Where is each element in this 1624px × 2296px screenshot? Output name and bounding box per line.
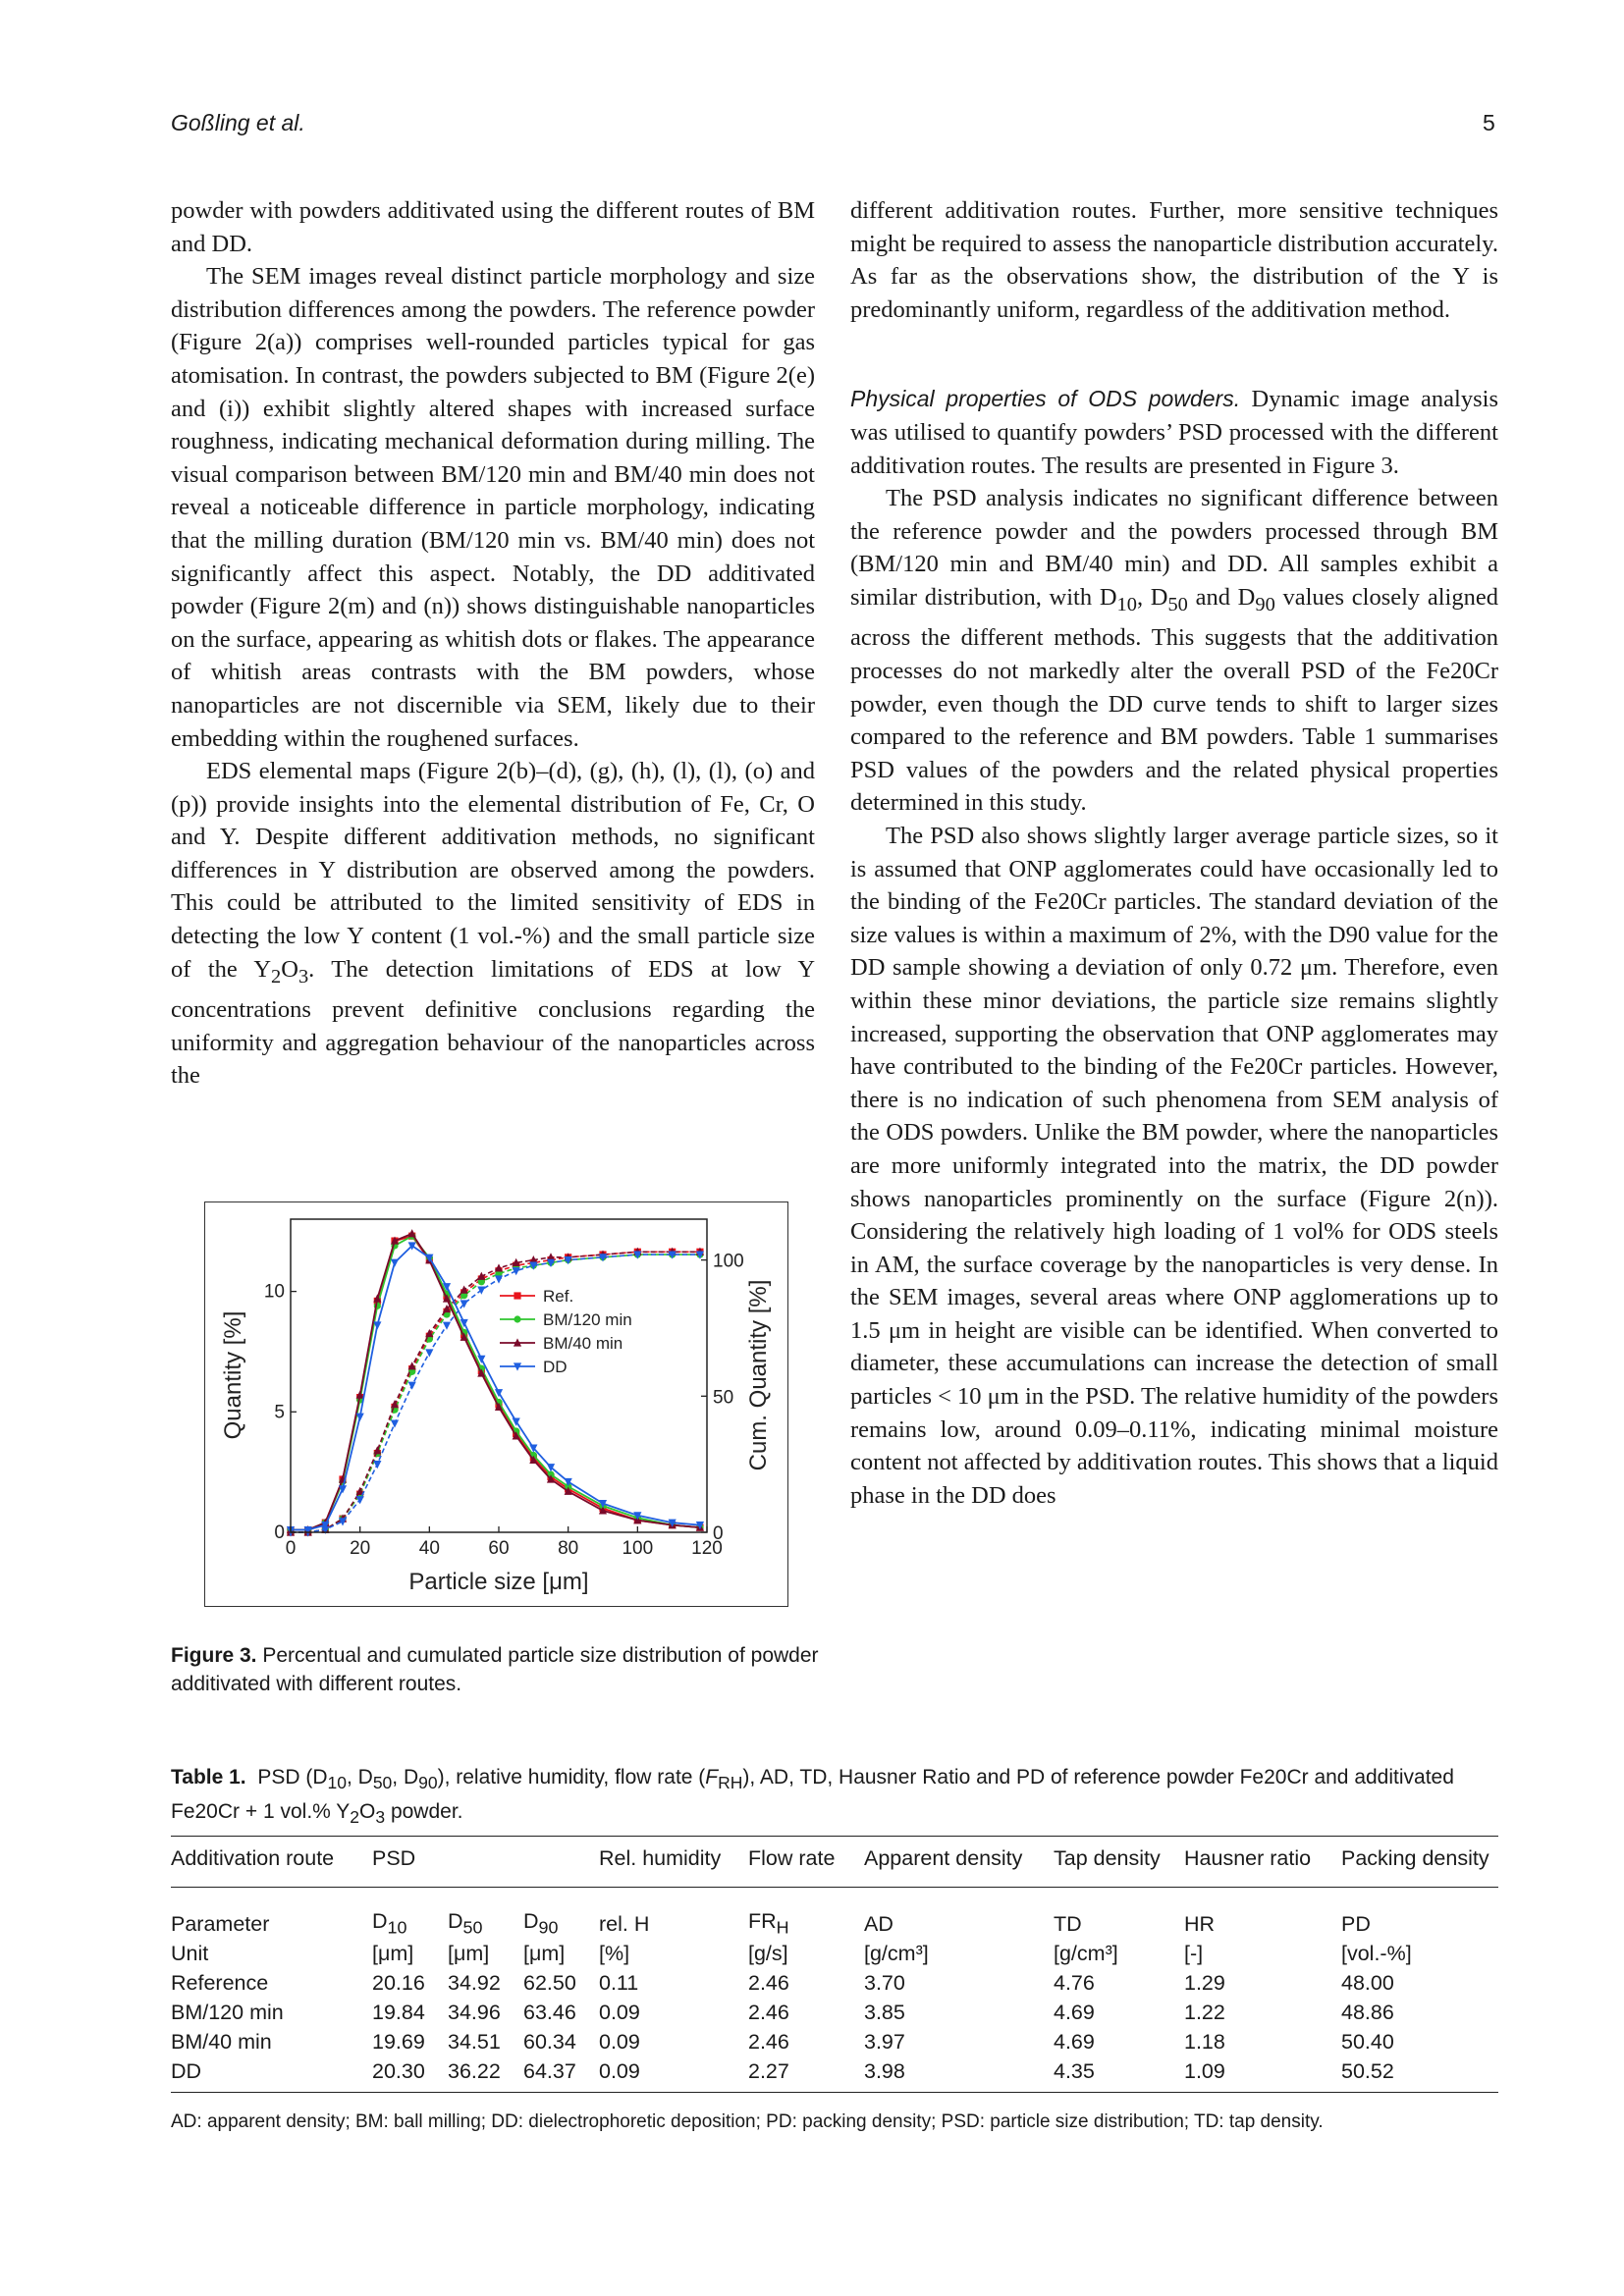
page-number: 5 (1483, 110, 1495, 135)
cumulative-data-point (391, 1419, 399, 1427)
cumulative-series-line (291, 1255, 700, 1532)
legend-marker (514, 1315, 520, 1322)
table-label: Table 1. (171, 1766, 246, 1789)
quantity-series-line (291, 1234, 700, 1530)
x-tick-label: 0 (285, 1538, 297, 1559)
x-tick-label: 100 (622, 1538, 654, 1559)
running-header-authors: Goßling et al. (171, 110, 305, 135)
run-in-heading: Physical properties of ODS powders. (850, 386, 1241, 412)
quantity-series-line (291, 1236, 700, 1529)
x-tick-label: 40 (418, 1538, 440, 1559)
table-row: Reference 20.16 34.92 62.50 0.11 2.46 3.70 4.76 1.29 48.00 (171, 1970, 1394, 1995)
legend-label: BM/40 min (543, 1334, 623, 1353)
y2-tick-label: 100 (713, 1251, 744, 1272)
table-row: Parameter $D_{10}$ $D_{50}$ $D_{90}$ rel. H $FR_H$ AD TD HR PD (171, 1909, 1371, 1938)
legend-label: BM/120 min (543, 1310, 632, 1329)
cumulative-data-point (425, 1349, 433, 1357)
x-tick-label: 120 (691, 1538, 723, 1559)
paragraph: Physical properties of ODS powders. Dynamic image analysis was utilised to quantify powders’ PSD processed with the different additivation routes. The results are presented in Figure 3. (850, 386, 1498, 479)
paragraph: The PSD analysis indicates no significant difference between the reference powder and the powders processed through BM (BM/120 min and BM/40 min) and DD. All samples exhibit a similar distribution, with $D_{10}$, $D_{50}$ and $D_{90}$ values closely aligned across the different methods. This suggests that the additivation processes do not markedly alter the overall PSD of the Fe20Cr powder, even though the DD curve tends to shift to larger sizes compared to the reference and BM powders. Table 1 summarises PSD values of the powders and the related physical properties determined in this study. (850, 485, 1498, 817)
legend-label: Ref. (543, 1287, 574, 1306)
figure-3-chart (204, 1201, 788, 1607)
table-header: Packing density (1341, 1846, 1489, 1870)
paragraph: The PSD also shows slightly larger average particle sizes, so it is assumed that ONP agglomerates could have occasionally led to the binding of the Fe20Cr particles. The standard deviation of the size values is within a maximum of 2%, with the D90 value for the DD sample showing a deviation of only 0.72 μm. Therefore, even within these minor deviations, the particle size remains slightly increased, supporting the observation that ONP agglomerates may have contributed to the binding of the Fe20Cr particles. However, there is no indication of such phenomena from SEM analysis of the ODS powders. Unlike the BM powder, where the nanoparticles are more uniformly integrated into the matrix, the DD powder shows nanoparticles prominently on the surface (Figure 2(n)). Considering the relatively high loading of 1 vol% for ODS steels in AM, the surface coverage by the nanoparticles is very dense. In the SEM images, several areas where ONP agglomerations up to 1.5 μm in height are visible can be identified. When converted to diameter, these accumulations can increase the detection of small particles < 10 μm in the PSD. The relative humidity of the powders remains low, around 0.09–0.11%, indicating minimal moisture content not affected by additivation routes. This shows that a liquid phase in the DD does (850, 822, 1498, 1509)
table-header-row (171, 1837, 1498, 1888)
table-header: Additivation route (171, 1846, 335, 1870)
x-tick-label: 20 (350, 1538, 371, 1559)
quantity-data-point (391, 1259, 399, 1267)
y2-tick-label: 50 (713, 1387, 734, 1409)
legend-marker (514, 1292, 520, 1299)
cumulative-series-line (291, 1252, 700, 1532)
table-header: Apparent density (864, 1846, 1023, 1870)
cumulative-data-point (443, 1322, 451, 1330)
paragraph: EDS elemental maps (Figure 2(b)–(d), (g), (h), (l), (l), (o) and (p)) provide insights into the elemental distribution of Fe, Cr, O and Y. Despite different additivation methods, no significant differences in Y distribution are observed among the powders. This could be attributed to the limited sensitivity of EDS in detecting the low Y content (1 vol.-%) and the small particle size of the $Y_2O_3$. The detection limitations of EDS at low Y concentrations prevent definitive conclusions regarding the uniformity and aggregation behaviour of the nanoparticles across the (171, 758, 816, 1090)
y-axis-label: Quantity [%] (220, 1310, 246, 1440)
table-header: Hausner ratio (1184, 1846, 1312, 1870)
figure-caption: Figure 3. Percentual and cumulated particle size distribution of powder additivated with different routes. (171, 1644, 819, 1695)
cumulative-series-line (291, 1252, 700, 1532)
paragraph: powder with powders additivated using the different routes of BM and DD. (171, 197, 815, 257)
table-row: DD 20.30 36.22 64.37 0.09 2.27 3.98 4.35 1.09 50.52 (171, 2058, 1394, 2083)
y-tick-label: 0 (274, 1522, 285, 1543)
table-caption: Table 1. PSD ($D_{10}$, $D_{50}$, $D_{90}$), relative humidity, flow rate $(F_{RH})$, AD, TD, Hausner Ratio and PD of reference powder Fe20Cr and additivated Fe20Cr + 1 vol.% $Y_2O_3$ powder. (171, 1766, 1454, 1828)
cumulative-data-point (356, 1496, 364, 1504)
table-header: PSD (372, 1846, 416, 1870)
x-axis-label: Particle size [μm] (408, 1569, 589, 1595)
figure-label: Figure 3. (171, 1644, 257, 1667)
y2-tick-label: 0 (713, 1523, 724, 1544)
quantity-series-line (291, 1246, 700, 1530)
y-tick-label: 10 (263, 1281, 285, 1303)
cumulative-series-line (291, 1255, 700, 1532)
x-tick-label: 80 (558, 1538, 579, 1559)
table-header: Rel. humidity (599, 1846, 722, 1870)
y2-axis-label: Cum. Quantity [%] (745, 1279, 772, 1471)
table-row: BM/120 min 19.84 34.96 63.46 0.09 2.46 3.85 4.69 1.22 48.86 (171, 2000, 1394, 2024)
table-header: Tap density (1054, 1846, 1161, 1870)
paragraph: The SEM images reveal distinct particle morphology and size distribution differences among the powders. The reference powder (Figure 2(a)) comprises well-rounded particles typical for gas atomisation. In contrast, the powders subjected to BM (Figure 2(e) and (i)) exhibit slightly altered shapes with increased surface roughness, indicating mechanical deformation during milling. The visual comparison between BM/120 min and BM/40 min does not reveal a noticeable difference in particle morphology, indicating that the milling duration (BM/120 min vs. BM/40 min) does not significantly affect this aspect. Notably, the DD additivated powder (Figure 2(m) and (n)) shows distinguishable nanoparticles on the surface, appearing as whitish dots or flakes. The appearance of whitish areas contrasts with the BM powders, whose nanoparticles are not discernible via SEM, likely due to their embedding within the roughened surfaces. (171, 263, 815, 752)
x-tick-label: 60 (488, 1538, 510, 1559)
right-column (850, 194, 1498, 1512)
table-footnote: AD: apparent density; BM: ball milling; DD: dielectrophoretic deposition; PD: packing density; PSD: particle size distribution; TD: tap density. (171, 2111, 1324, 2132)
quantity-series-line (291, 1236, 700, 1529)
left-column (171, 194, 815, 1093)
cumulative-data-point (373, 1461, 381, 1468)
table-row: Unit [μm] [μm] [μm] [%] [g/s] [g/cm³] [g/cm³] [-] [vol.-%] (171, 1941, 1412, 1965)
psd-chart (205, 1202, 787, 1606)
cumulative-data-point (408, 1382, 416, 1390)
cumulative-data-point (477, 1287, 485, 1295)
table-row: BM/40 min 19.69 34.51 60.34 0.09 2.46 3.97 4.69 1.18 50.40 (171, 2029, 1394, 2054)
cumulative-data-point (495, 1275, 503, 1283)
table-1 (171, 1836, 1498, 2093)
table-header: Flow rate (748, 1846, 836, 1870)
paragraph: different additivation routes. Further, more sensitive techniques might be required to assess the nanoparticle distribution accurately. As far as the observations show, the distribution of the Y is predominantly uniform, regardless of the additivation method. (850, 197, 1498, 323)
y-tick-label: 5 (274, 1402, 285, 1423)
legend-label: DD (543, 1358, 568, 1376)
